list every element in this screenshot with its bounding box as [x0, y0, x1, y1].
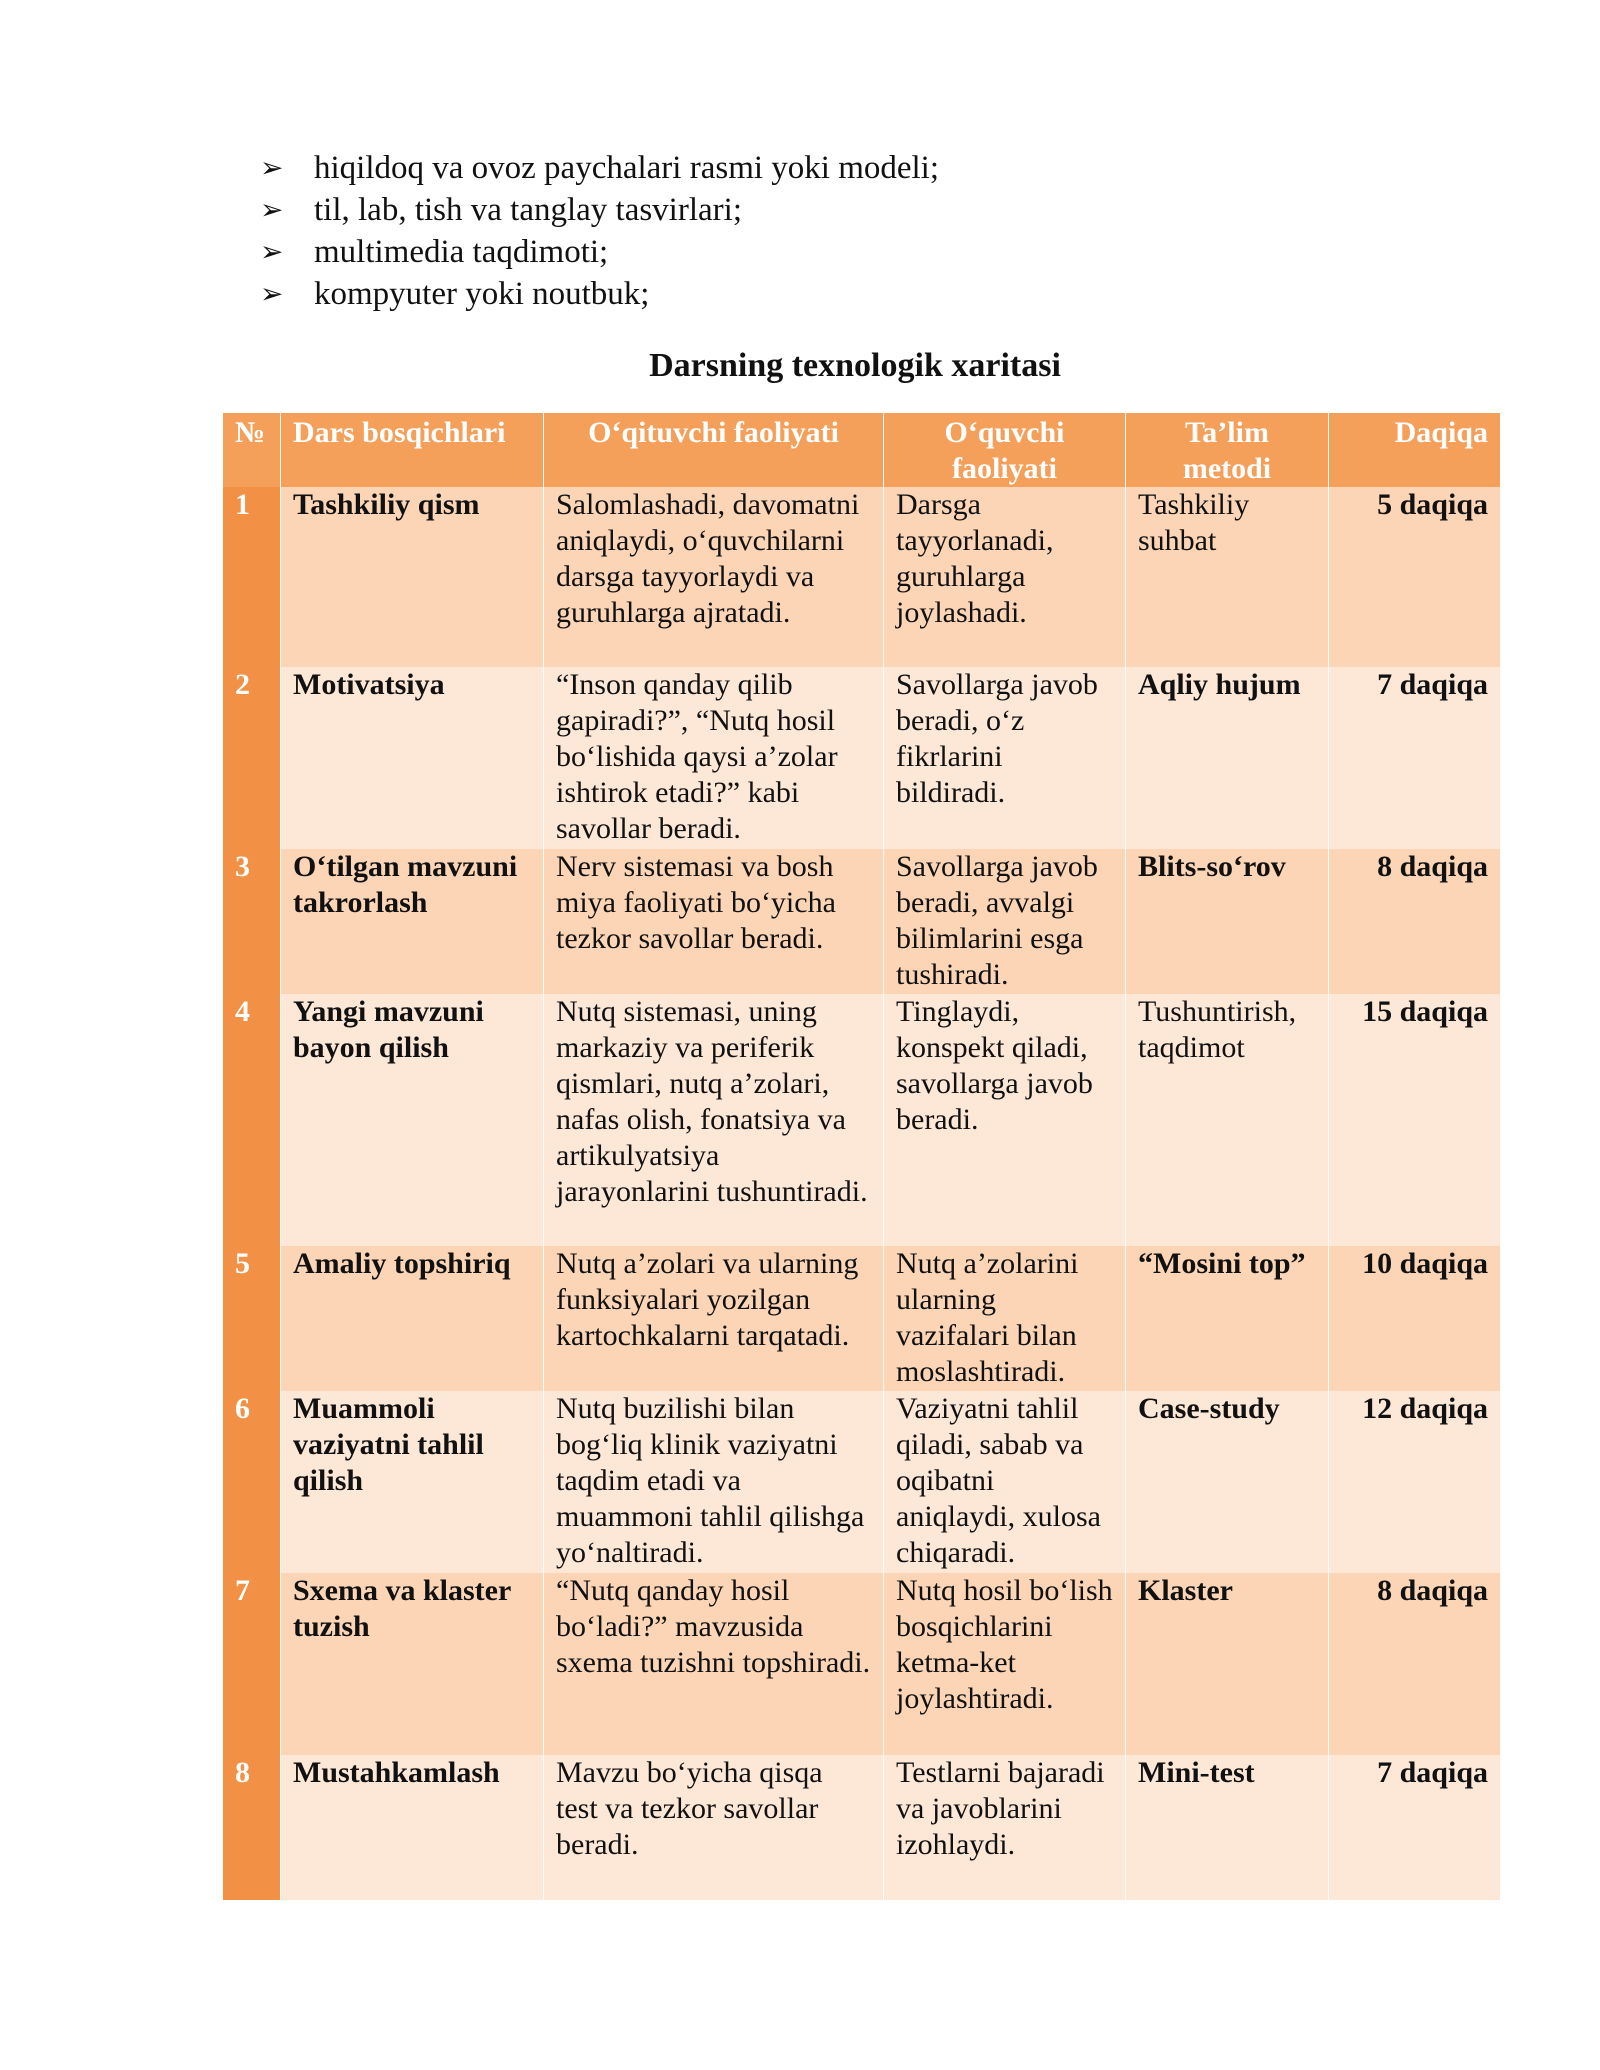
cell-num: 4 [223, 994, 281, 1246]
header-num: № [223, 413, 281, 487]
cell-method: Case-study [1126, 1391, 1329, 1573]
cell-student: Savollarga javob beradi, o‘z fikrlarini bildiradi. [884, 667, 1126, 849]
list-item: ➢ multimedia taqdimoti; [260, 231, 939, 273]
cell-teacher: Nutq a’zolari va ularning funksiyalari yozilgan kartochkalarni tarqatadi. [544, 1246, 884, 1391]
arrow-bullet-icon: ➢ [260, 151, 284, 184]
cell-teacher: “Nutq qanday hosil bo‘ladi?” mavzusida sxema tuzishni topshiradi. [544, 1573, 884, 1755]
cell-method: Aqliy hujum [1126, 667, 1329, 849]
cell-stage: O‘tilgan mavzuni takrorlash [281, 849, 544, 994]
cell-stage: Amaliy topshiriq [281, 1246, 544, 1391]
list-item: ➢ hiqildoq va ovoz paychalari rasmi yoki modeli; [260, 147, 939, 189]
cell-student: Tinglaydi, konspekt qiladi, savollarga javob beradi. [884, 994, 1126, 1246]
header-minutes: Daqiqa [1329, 413, 1501, 487]
cell-student: Nutq a’zolarini ularning vazifalari bilan moslashtiradi. [884, 1246, 1126, 1391]
cell-stage: Muammoli vaziyatni tahlil qilish [281, 1391, 544, 1573]
table-row [223, 1573, 1501, 1755]
cell-teacher: Salomlashadi, davomatni aniqlaydi, o‘quvchilarni darsga tayyorlaydi va guruhlarga ajratadi. [544, 487, 884, 667]
cell-teacher: Nutq sistemasi, uning markaziy va periferik qismlari, nutq a’zolari, nafas olish, fonatsiya va artikulyatsiya jarayonlarini tushuntiradi. [544, 994, 884, 1246]
cell-minutes: 10 daqiqa [1329, 1246, 1501, 1391]
cell-stage: Tashkiliy qism [281, 487, 544, 667]
cell-student: Nutq hosil bo‘lish bosqichlarini ketma-ket joylashtiradi. [884, 1573, 1126, 1755]
cell-stage: Yangi mavzuni bayon qilish [281, 994, 544, 1246]
cell-student: Darsga tayyorlanadi, guruhlarga joylashadi. [884, 487, 1126, 667]
table-row [223, 994, 1501, 1246]
materials-list [260, 147, 939, 315]
cell-num: 2 [223, 667, 281, 849]
cell-stage: Sxema va klaster tuzish [281, 1573, 544, 1755]
cell-stage: Motivatsiya [281, 667, 544, 849]
cell-method: Klaster [1126, 1573, 1329, 1755]
header-student: O‘quvchi faoliyati [884, 413, 1126, 487]
cell-student: Vaziyatni tahlil qiladi, sabab va oqibatni aniqlaydi, xulosa chiqaradi. [884, 1391, 1126, 1573]
table-header-row [223, 413, 1501, 487]
cell-minutes: 7 daqiqa [1329, 667, 1501, 849]
list-item: ➢ til, lab, tish va tanglay tasvirlari; [260, 189, 939, 231]
cell-minutes: 5 daqiqa [1329, 487, 1501, 667]
cell-method: Mini-test [1126, 1755, 1329, 1900]
header-method: Ta’lim metodi [1126, 413, 1329, 487]
table-row [223, 667, 1501, 849]
cell-teacher: “Inson qanday qilib gapiradi?”, “Nutq hosil bo‘lishida qaysi a’zolar ishtirok etadi?” kabi savollar beradi. [544, 667, 884, 849]
table-row [223, 487, 1501, 667]
page-title: Darsning texnologik xaritasi [649, 347, 1061, 384]
table-row [223, 849, 1501, 994]
cell-student: Savollarga javob beradi, avvalgi bilimlarini esga tushiradi. [884, 849, 1126, 994]
cell-student: Testlarni bajaradi va javoblarini izohlaydi. [884, 1755, 1126, 1900]
cell-teacher: Nerv sistemasi va bosh miya faoliyati bo‘yicha tezkor savollar beradi. [544, 849, 884, 994]
cell-minutes: 12 daqiqa [1329, 1391, 1501, 1573]
cell-minutes: 8 daqiqa [1329, 1573, 1501, 1755]
cell-method: “Mosini top” [1126, 1246, 1329, 1391]
cell-num: 6 [223, 1391, 281, 1573]
arrow-bullet-icon: ➢ [260, 193, 284, 226]
header-stage: Dars bosqichlari [281, 413, 544, 487]
arrow-bullet-icon: ➢ [260, 277, 284, 310]
cell-stage: Mustahkamlash [281, 1755, 544, 1900]
cell-method: Tushuntirish, taqdimot [1126, 994, 1329, 1246]
header-teacher: O‘qituvchi faoliyati [544, 413, 884, 487]
table-row [223, 1391, 1501, 1573]
table-row [223, 1246, 1501, 1391]
cell-num: 5 [223, 1246, 281, 1391]
cell-minutes: 7 daqiqa [1329, 1755, 1501, 1900]
table-row [223, 1755, 1501, 1900]
cell-teacher: Mavzu bo‘yicha qisqa test va tezkor savollar beradi. [544, 1755, 884, 1900]
cell-num: 1 [223, 487, 281, 667]
cell-num: 7 [223, 1573, 281, 1755]
cell-num: 3 [223, 849, 281, 994]
lesson-map-table [222, 413, 1501, 1900]
cell-minutes: 8 daqiqa [1329, 849, 1501, 994]
list-item: ➢ kompyuter yoki noutbuk; [260, 273, 939, 315]
cell-method: Tashkiliy suhbat [1126, 487, 1329, 667]
cell-teacher: Nutq buzilishi bilan bog‘liq klinik vaziyatni taqdim etadi va muammoni tahlil qilishga yo‘naltiradi. [544, 1391, 884, 1573]
cell-method: Blits-so‘rov [1126, 849, 1329, 994]
arrow-bullet-icon: ➢ [260, 235, 284, 268]
cell-num: 8 [223, 1755, 281, 1900]
cell-minutes: 15 daqiqa [1329, 994, 1501, 1246]
